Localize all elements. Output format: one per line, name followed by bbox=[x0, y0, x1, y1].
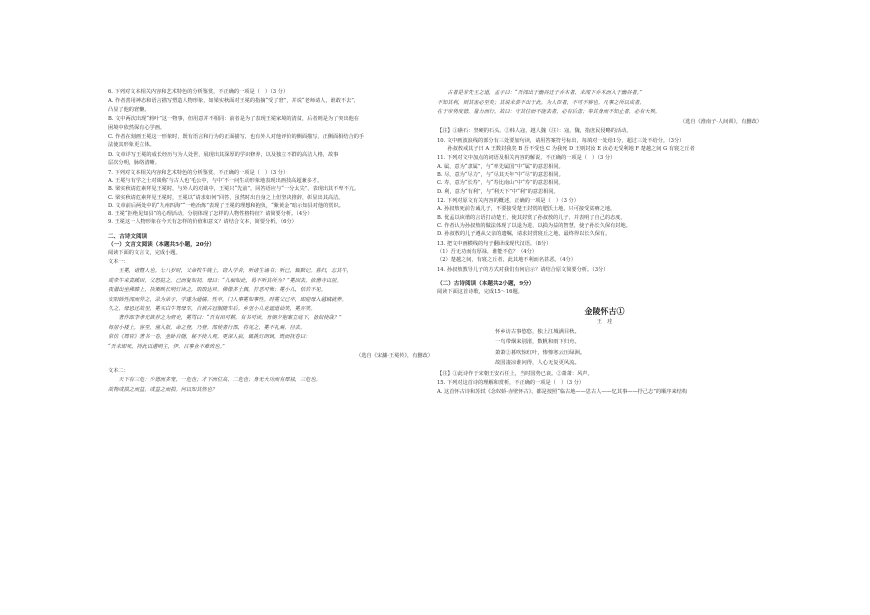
q11-option-d: D. 利，意为“有利”，与“利天下”中“利”的意思相同。 bbox=[437, 188, 559, 195]
q11-option-a: A. 属，意为“隶属”，与“率先属国”中“属”的意思相同。 bbox=[437, 163, 564, 170]
passage-note: 【注】①礁石：坚硬的石头。②韩人寇，越人魏（注）：寇，魏，指庶民侵略的活动。 bbox=[437, 128, 632, 135]
q15-stem: 15. 下列对这首诗的理解和赏析，不正确的一项是（ ）（3 分） bbox=[437, 380, 585, 387]
poem-title: 金陵怀古① bbox=[584, 305, 625, 316]
text-one-line: 安阳韩性闻而异之，录为弟子，学遂为通儒。性卒，门人事冕如事性。时冕父已卒，即迎母入越城就养。 bbox=[108, 296, 347, 303]
text-one-line: 王冕，诸暨人也。七八岁时，父命牧牛陇上，窃入学舍，听诸生诵书；听已，辄默记。暮归，忘其牛， bbox=[108, 268, 352, 275]
text-one-line: 久之，母思还故里，冕买白牛驾母车，自被古冠服随车后。乡里小儿竞遮道讪笑，冕亦笑。 bbox=[108, 306, 316, 312]
q6-option-a: A. 作者善用神态和语言描写塑造人物形象，如梁实秋面对王冕的指摘“受了窘”，并说“老师请人，谁敢不去”， bbox=[108, 98, 360, 105]
right-column bbox=[437, 88, 772, 396]
section-two-title: 二、古诗文阅读 bbox=[108, 233, 148, 240]
q12-option-d: D. 孙叔敖的儿子遵从父亲的遗嘱，请求封赏寝丘之地，最终得以长久保有。 bbox=[437, 231, 611, 238]
q6-option-a-cont: 凸显了他的窘懒。 bbox=[108, 106, 150, 113]
text-two-line: 天下有三危：少德而多宠，一危也；才下而位高，二危也；身无大功而有厚禄，三危也。 bbox=[108, 377, 321, 384]
q7-option-c: C. 梁实秋请危素拜见王冕时，王冕以“请求如何”回答，虽然时出自身之上但坚决推辞，彰显出其高洁。 bbox=[108, 194, 344, 201]
classical-reading-subtitle: （一）文言文阅读（本题共5小题，20分） bbox=[108, 241, 215, 248]
poem-line: 故国凄凉谁问得，人心无复更风流。 bbox=[495, 360, 580, 367]
q6-option-c-cont: 法使其形象更立体。 bbox=[108, 142, 155, 149]
q7-option-a: A. 王冕与有学之士对谈称‘与古人也’毛公中，与中‘不一问生动形象地表现出画技高超兼多才。 bbox=[108, 177, 323, 184]
q6-option-d-cont: 层次分明，脉络清晰。 bbox=[108, 160, 160, 167]
classical-reading-intro: 阅读下面的文言文，完成小题。 bbox=[108, 250, 181, 257]
q6-option-c: C. 作者在刻画王冕这一形象时，既有语言和行为的正面描写，也有外人对他评价的侧面描写，正侧面相结合的手 bbox=[108, 134, 365, 141]
poetry-section-title: （二）古诗阅读（本题共2小题，9分） bbox=[437, 281, 535, 288]
q10-sentence: 孙叔敖戒其子曰 A 王数封我矣 B 吾不受也 C 为我死 D 王则封汝 E 汝必无受利地 F 楚越之间 G 有寝之丘者 bbox=[437, 145, 695, 152]
text-one-line: 夜潜出坐佛膝上，执策映长明灯读之，琅琅达旦。佛像多土偶，狞恶可怖；冕小儿，恬若不见。 bbox=[108, 287, 326, 294]
text-one-line: “吾未即死，持此以遇明主，伊、吕事业不难致也。” bbox=[108, 343, 225, 350]
q7-option-b: B. 梁实秋请危素拜见王冕时，与外人的对谈中，王冕只“先前”，回答语应与“一分太尖”，表现出其不卑不亢。 bbox=[108, 186, 360, 193]
q8-stem: 8. 王冕“拒绝见知县”的心理活动，分别体现了怎样的人物性格特征？请简要分析。（4分） bbox=[108, 211, 313, 218]
left-column bbox=[108, 88, 443, 394]
q13-part-2: （2）楚越之间，有寝之丘者，此其地不利而名甚恶。（4分） bbox=[437, 257, 576, 264]
q6-stem: 6. 下列对文本相关内容和艺术特色的分析鉴赏，不正确的一项是（ ）（3 分） bbox=[108, 89, 289, 95]
poem-line: 怀乡访古事悠悠，独上江城满目秋。 bbox=[495, 328, 580, 335]
q6-option-b-cont: 困境中依然保有心学画。 bbox=[108, 124, 166, 131]
q12-option-c: C. 作者认为孙叔敖的做法体现了以退为进、以损为益的智慧，使子孙长久保有封地。 bbox=[437, 222, 631, 229]
text-one-line: 或牵牛来责蹊田，父怒挞之，已而复如初。母曰：“儿痴如此，曷不听其所为？”冕因去，依僧寺以居。 bbox=[108, 277, 342, 284]
poem-note: 【注】①此诗作于宋朝王安石任上，当时国势已衰。②萧萧：风声。 bbox=[437, 370, 593, 377]
q9-stem: 9. 王冕这一人物形象在今天有怎样的价值和意义？请结合文本，简要分析。（6分） bbox=[108, 219, 297, 226]
text-one-source: （选自《宋濂·王冕传》，有删改） bbox=[356, 353, 433, 360]
q15-option-a: A. 这首怀古诗和苏轼《念奴娇·赤壁怀古》，都是按照“临古地——思古人——忆其事——抒己志”的顺序来结构 bbox=[437, 388, 688, 395]
q11-option-b: B. 尽，意为“尽力”，与“尽其天年”中“尽”的意思相同。 bbox=[437, 171, 564, 178]
q6-option-d: D. 文章详写王冕的成长经历与为人处世，展现出其深厚的学识修养，以及独立不群的高洁人格，故事 bbox=[108, 151, 339, 158]
poem-line: 萧萧②暮吹惊红叶，惨惨寒云压绿洲。 bbox=[495, 349, 586, 356]
poetry-intro: 阅读下面这首诗歌，完成15～16题。 bbox=[437, 289, 523, 296]
q12-option-a: A. 孙叔敖死前告诫儿子，不要接受楚王封赏的肥沃土地，只可接受贫瘠之地。 bbox=[437, 206, 616, 213]
passage-continued-line: 不知其利，则其害必至矣；其说未尝不出于此。为人臣者，不可不察也。凡事之所以成者， bbox=[437, 99, 645, 106]
text-two-label: 文本二： bbox=[108, 367, 129, 374]
text-one-label: 文本一： bbox=[108, 258, 129, 265]
passage-source: （选自《淮南子·人间训》，有删改） bbox=[679, 118, 762, 125]
q11-option-c: C. 寿，意为“长寿”，与“寿比南山”中“寿”的意思相同。 bbox=[437, 180, 564, 187]
q10-stem: 10. 文中画波浪线的部分有三处要加句读，请用答案符号标出，每填对一处给1分，超过三处不给分。（3分） bbox=[437, 137, 685, 144]
q12-option-b: B. 优孟以诙谐的言语打动楚王，使其封赏了孙叔敖的儿子，并表明了自己的态度。 bbox=[437, 214, 626, 221]
q6-option-b: B. 文中两次出现“莉叶”这一物事，但用意并不相同：前者是为了表现王冕家境的清贫，后者则是为了突出他在 bbox=[108, 116, 360, 123]
q13-part-1: （1）吾无功而有厚禄，谁能不危？（4分） bbox=[437, 249, 537, 256]
text-one-line: 著作郎李孝光欲荐之为府吏，冕骂曰：“吾有田可耕，有书可读，肯朝夕抱案立庭下，备奴使哉？” bbox=[108, 315, 342, 322]
q12-stem: 12. 下列对原文有关内容的概述，正确的一项是（ ）（3 分） bbox=[437, 198, 579, 205]
passage-continued-line: 古者是非先王之道，孟子曰：“吾闻出于幽谷迁于乔木者，未闻下乔木而入于幽谷者。” bbox=[437, 90, 643, 97]
q11-stem: 11. 下列对文中加点的词语及相关内容的解说，不正确的一项是（ ）（3 分） bbox=[437, 155, 616, 162]
q7-option-d: D. 文章前后两处中的“九州四海”“一绝冶炼”表现了王冕的理想和抱负，“紫黄金”暗示知县对他的赏识。 bbox=[108, 202, 344, 209]
text-one-line: 常仿《周官》著书一卷，坐卧自随，秘不使人观。更深人寂，辄挑灯朗讽，既而抚卷曰： bbox=[108, 334, 311, 341]
passage-continued-line: 在于审势度德，量力而行。故曰：守其位而不能去者，必有后患；奉其身而不知止者，必有大殃。 bbox=[437, 109, 661, 116]
poem-line: 一鸟带烟来别渚，数帆和雨下归舟。 bbox=[495, 339, 580, 346]
q14-stem: 14. 孙叔敖教导儿子的方式对我们有何启示？请结合原文简要分析。（3分） bbox=[437, 266, 609, 273]
q13-stem: 13. 把文中画横线的句子翻译成现代汉语。（8分） bbox=[437, 240, 552, 247]
q7-stem: 7. 下列对文本相关内容和艺术特色的分析鉴赏，不正确的一项是（ ）（3 分） bbox=[108, 169, 289, 176]
text-two-line: 故物或损之而益，或益之而损。何以知其然也？ bbox=[108, 386, 217, 393]
text-one-line: 每居小楼上，客至，僮入报，命之登，乃登。部使者行部，将见之，冕不礼焉，径去。 bbox=[108, 324, 306, 331]
poem-author: 王 珪 bbox=[596, 318, 613, 325]
